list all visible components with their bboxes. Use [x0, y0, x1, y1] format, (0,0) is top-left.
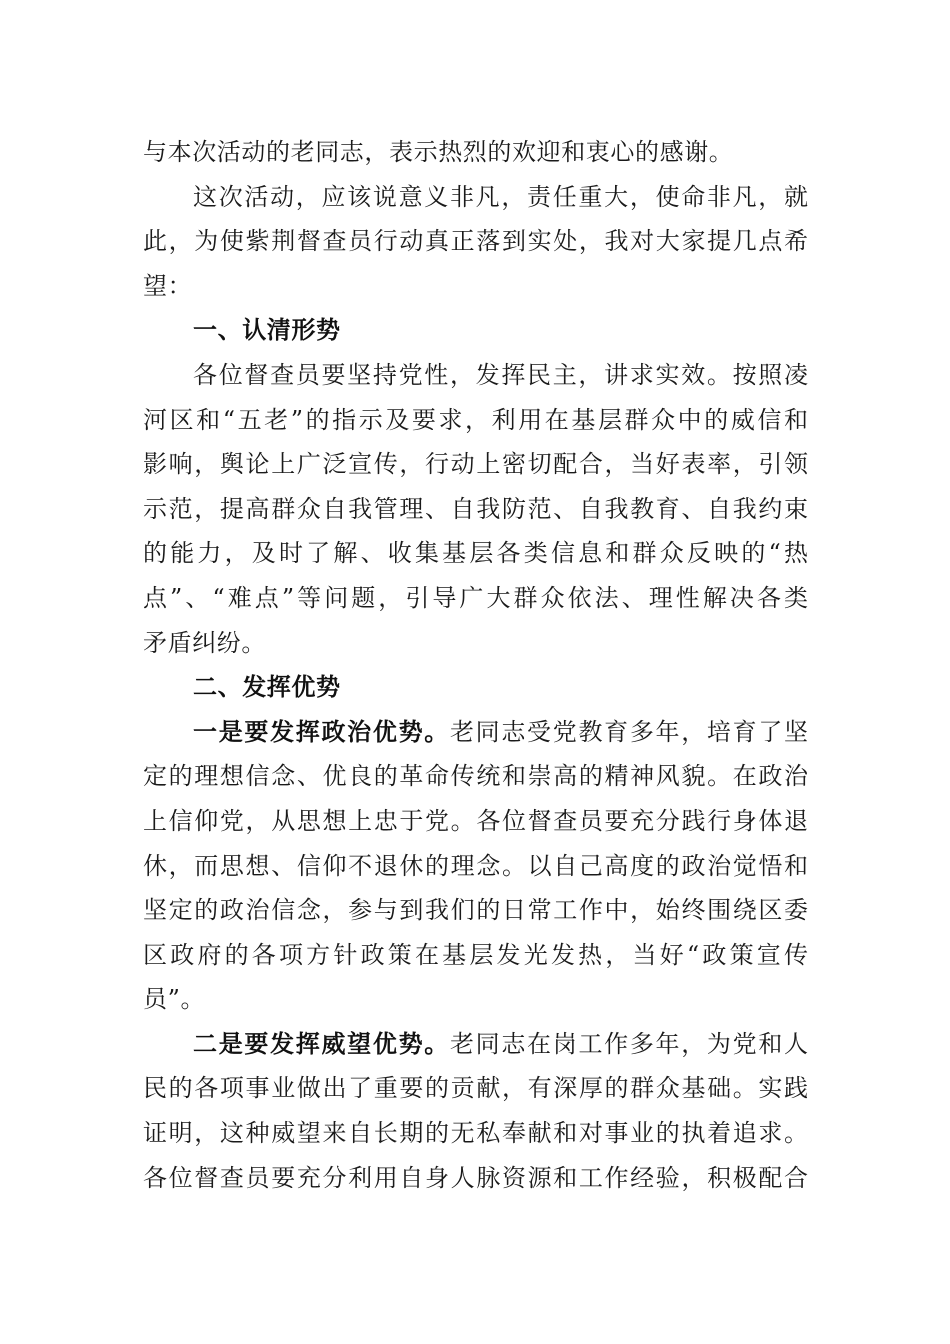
paragraph-text: 老同志受党教育多年，培育了坚	[449, 717, 809, 746]
paragraph-line: 示范，提高群众自我管理、自我防范、自我教育、自我约束	[143, 494, 808, 523]
paragraph-line: 各位督查员要坚持党性，发挥民主，讲求实效。按照凌	[193, 360, 808, 389]
paragraph-line: 民的各项事业做出了重要的贡献，有深厚的群众基础。实践	[143, 1074, 808, 1103]
paragraph-line: 区政府的各项方针政策在基层发光发热，当好“政策宣传	[143, 940, 808, 969]
paragraph-line: 点”、“难点”等问题，引导广大群众依法、理性解决各类	[143, 583, 808, 612]
paragraph-line: 影响，舆论上广泛宣传，行动上密切配合，当好表率，引领	[143, 450, 808, 479]
paragraph-lead-bold: 一是要发挥政治优势。	[193, 717, 450, 746]
paragraph-line: 坚定的政治信念，参与到我们的日常工作中，始终围绕区委	[143, 896, 808, 925]
paragraph-line	[143, 710, 808, 755]
paragraph-line	[143, 1022, 808, 1067]
paragraph-line: 的能力，及时了解、收集基层各类信息和群众反映的“热	[143, 539, 808, 568]
document-page	[143, 130, 808, 1200]
paragraph-line: 定的理想信念、优良的革命传统和崇高的精神风貌。在政治	[143, 762, 808, 791]
paragraph-line: 与本次活动的老同志，表示热烈的欢迎和衷心的感谢。	[143, 138, 734, 166]
section-heading: 一、认清形势	[193, 316, 341, 345]
paragraph-line: 望：	[143, 271, 193, 300]
paragraph-line: 河区和“五老”的指示及要求，利用在基层群众中的威信和	[143, 405, 808, 434]
paragraph-line: 此，为使紫荆督查员行动真正落到实处，我对大家提几点希	[143, 227, 808, 256]
paragraph-line: 上信仰党，从思想上忠于党。各位督查员要充分践行身体退	[143, 806, 808, 835]
paragraph-text: 老同志在岗工作多年，为党和人	[449, 1029, 809, 1058]
paragraph-line: 各位督查员要充分利用自身人脉资源和工作经验，积极配合	[143, 1163, 808, 1192]
paragraph-line: 员”。	[143, 985, 206, 1014]
section-heading: 二、发挥优势	[193, 673, 341, 702]
paragraph-line: 休，而思想、信仰不退休的理念。以自己高度的政治觉悟和	[143, 851, 808, 880]
paragraph-lead-bold: 二是要发挥威望优势。	[193, 1029, 450, 1058]
paragraph-line: 这次活动，应该说意义非凡，责任重大，使命非凡，就	[193, 182, 808, 211]
paragraph-line: 证明，这种威望来自长期的无私奉献和对事业的执着追求。	[143, 1119, 808, 1148]
paragraph-line: 矛盾纠纷。	[143, 628, 266, 657]
